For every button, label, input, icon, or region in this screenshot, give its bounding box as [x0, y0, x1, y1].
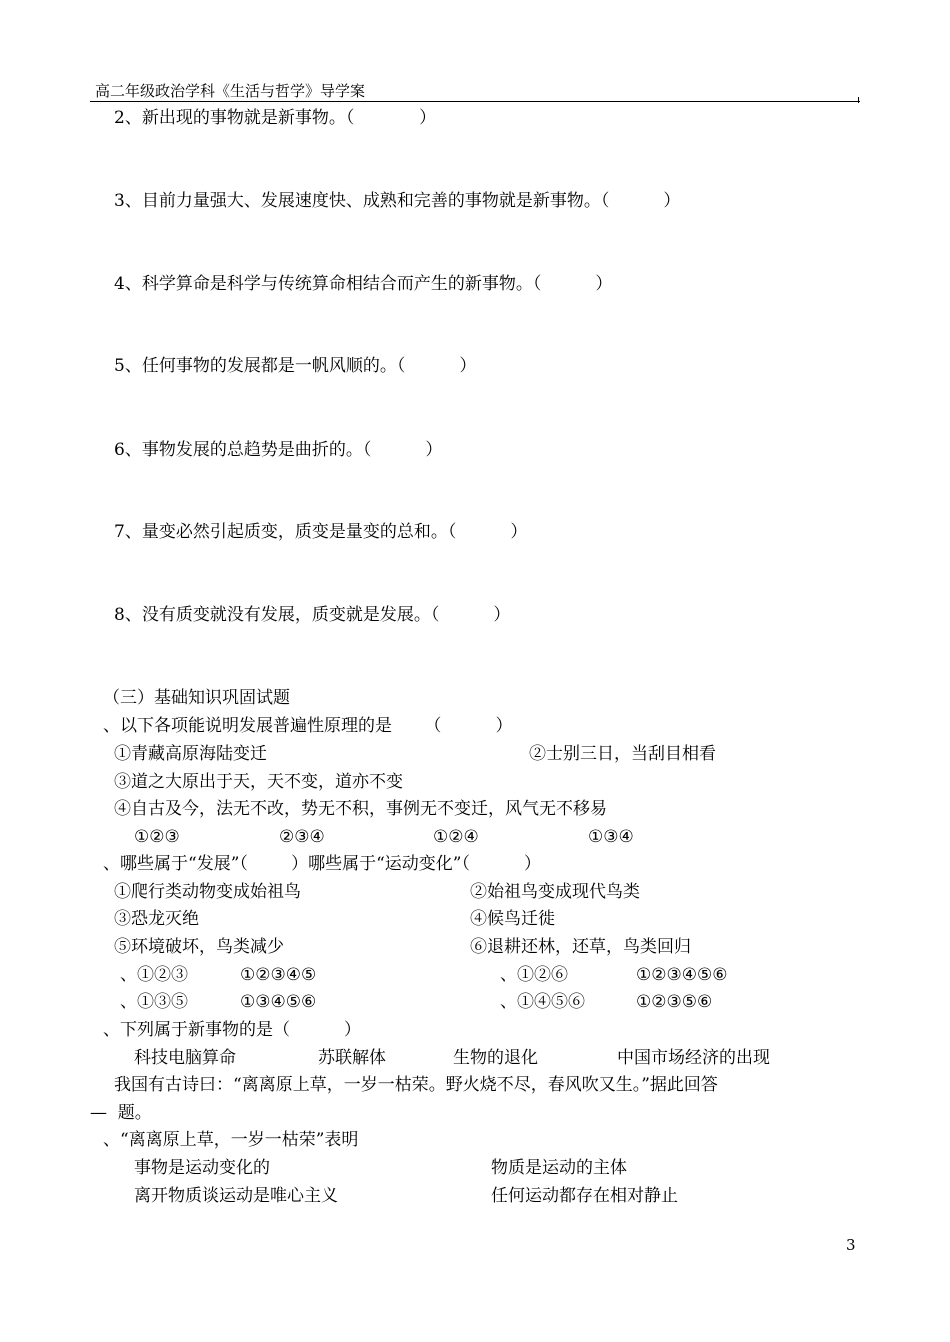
q2-choice-b: ①②③④⑤ — [240, 965, 317, 985]
q4-option-3: 离开物质谈运动是唯心主义 — [134, 1186, 338, 1206]
q4-stem: 、“离离原上草，一岁一枯荣”表明 — [103, 1130, 359, 1150]
q2-choice-a: 、①②③ — [120, 965, 188, 985]
section-title: （三）基础知识巩固试题 — [103, 688, 290, 708]
q3-option-4: 中国市场经济的出现 — [617, 1048, 770, 1068]
q1-option-3: ③道之大原出于天，天不变，道亦不变 — [114, 772, 403, 792]
q2-option-3: ③恐龙灭绝 — [114, 909, 199, 929]
q1-choice-a: ①②③ — [134, 827, 180, 847]
page-header-title: 高二年级政治学科《生活与哲学》导学案 — [95, 82, 366, 100]
poem-line-2: — 题。 — [90, 1103, 152, 1123]
judgement-item-6: 6、事物发展的总趋势是曲折的。（ ） — [114, 440, 443, 460]
q1-option-1: ①青藏高原海陆变迁 — [114, 744, 267, 764]
q2-option-5: ⑤环境破坏，鸟类减少 — [114, 937, 284, 957]
q2-option-4: ④候鸟迁徙 — [470, 909, 555, 929]
q2-choice-g: 、①④⑤⑥ — [500, 992, 585, 1012]
header-rule — [90, 101, 860, 102]
q1-stem: 、以下各项能说明发展普遍性原理的是 （ ） — [103, 716, 513, 736]
q1-option-4: ④自古及今，法无不改，势无不积，事例无不变迁，风气无不移易 — [114, 799, 607, 819]
q2-choice-f: ①③④⑤⑥ — [240, 992, 317, 1012]
q3-option-1: 科技电脑算命 — [134, 1048, 236, 1068]
q4-option-1: 事物是运动变化的 — [134, 1158, 270, 1178]
page-number: 3 — [846, 1236, 856, 1254]
q3-option-3: 生物的退化 — [453, 1048, 538, 1068]
q4-option-2: 物质是运动的主体 — [491, 1158, 627, 1178]
q2-option-2: ②始祖鸟变成现代鸟类 — [470, 882, 640, 902]
q2-option-1: ①爬行类动物变成始祖鸟 — [114, 882, 301, 902]
q2-choice-d: ①②③④⑤⑥ — [636, 965, 728, 985]
q2-stem: 、哪些属于“发展”（ ）哪些属于“运动变化”（ ） — [103, 854, 542, 874]
q1-choice-b: ②③④ — [279, 827, 325, 847]
judgement-item-3: 3、目前力量强大、发展速度快、成熟和完善的事物就是新事物。（ ） — [114, 191, 681, 211]
judgement-item-2: 2、新出现的事物就是新事物。（ ） — [114, 108, 437, 128]
q2-option-6: ⑥退耕还林，还草，鸟类回归 — [470, 937, 691, 957]
judgement-item-8: 8、没有质变就没有发展，质变就是发展。（ ） — [114, 605, 511, 625]
q1-option-2: ②士别三日，当刮目相看 — [529, 744, 716, 764]
q2-choice-e: 、①③⑤ — [120, 992, 188, 1012]
poem-line-1: 我国有古诗曰：“离离原上草，一岁一枯荣。野火烧不尽，春风吹又生。”据此回答 — [114, 1075, 718, 1095]
judgement-item-4: 4、科学算命是科学与传统算命相结合而产生的新事物。（ ） — [114, 274, 613, 294]
q2-choice-h: ①②③⑤⑥ — [636, 992, 713, 1012]
q4-option-4: 任何运动都存在相对静止 — [491, 1186, 678, 1206]
judgement-item-7: 7、量变必然引起质变，质变是量变的总和。（ ） — [114, 522, 528, 542]
header-rule-end — [858, 97, 859, 103]
q1-choice-d: ①③④ — [588, 827, 634, 847]
judgement-item-5: 5、任何事物的发展都是一帆风顺的。（ ） — [114, 356, 477, 376]
q3-stem: 、下列属于新事物的是（ ） — [103, 1020, 362, 1040]
q2-choice-c: 、①②⑥ — [500, 965, 568, 985]
q1-choice-c: ①②④ — [433, 827, 479, 847]
q3-option-2: 苏联解体 — [318, 1048, 386, 1068]
